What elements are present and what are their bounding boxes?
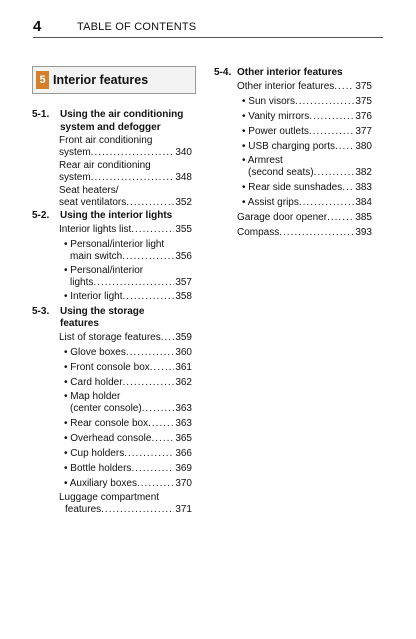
toc-entry[interactable] (248, 166, 372, 179)
toc-page-number: 348 (175, 172, 192, 183)
toc-entry[interactable] (70, 402, 192, 415)
leader-dots (91, 171, 175, 184)
toc-entry-title: List of storage features (59, 332, 161, 343)
leader-dots (342, 181, 354, 194)
toc-entry-title: • Front console box (64, 362, 150, 373)
leader-dots (161, 331, 175, 344)
subsection-title: Other interior features (237, 67, 343, 78)
toc-entry[interactable] (59, 171, 192, 184)
toc-entry[interactable] (242, 140, 372, 153)
leader-dots (309, 125, 354, 138)
leader-dots (334, 80, 354, 93)
leader-dots (123, 290, 175, 303)
subsection-number: 5-2. (32, 210, 50, 221)
toc-entry-title: system (59, 172, 91, 183)
toc-entry-title: Garage door opener (237, 212, 328, 223)
toc-entry-title: • Rear side sunshades (242, 182, 343, 193)
toc-entry-title: • Sun visors (242, 96, 295, 107)
leader-dots (126, 196, 174, 209)
page-number: 4 (33, 18, 42, 35)
toc-entry-title: main switch (70, 251, 123, 262)
leader-dots (137, 477, 174, 490)
toc-page-number: 382 (355, 167, 372, 178)
subsection-number: 5-4. (214, 67, 232, 78)
leader-dots (335, 140, 354, 153)
subsection-5-4-heading[interactable] (214, 66, 343, 79)
toc-page-number: 355 (175, 224, 192, 235)
toc-page-number: 369 (175, 463, 192, 474)
toc-entry-title: • Bottle holders (64, 463, 132, 474)
leader-dots (151, 432, 174, 445)
leader-dots (131, 462, 174, 475)
toc-page-number: 370 (175, 478, 192, 489)
subsection-title: Using the interior lights (60, 210, 173, 221)
toc-page-number: 352 (175, 197, 192, 208)
toc-page-number: 359 (175, 332, 192, 343)
toc-entry-title: • Auxiliary boxes (64, 478, 137, 489)
leader-dots (131, 223, 174, 236)
leader-dots (101, 503, 174, 516)
leader-dots (126, 346, 174, 359)
toc-page-number: 340 (175, 147, 192, 158)
leader-dots (295, 95, 354, 108)
toc-entry-label: • Personal/interior light (64, 239, 165, 250)
toc-entry[interactable] (64, 376, 192, 389)
leader-dots (148, 417, 174, 430)
toc-page-number: 393 (355, 227, 372, 238)
toc-entry[interactable] (242, 110, 372, 123)
leader-dots (279, 226, 354, 239)
toc-page-number: 376 (355, 111, 372, 122)
toc-entry-title: • USB charging ports (242, 141, 335, 152)
toc-entry-title: • Vanity mirrors (242, 111, 310, 122)
leader-dots (309, 110, 354, 123)
toc-page-number: 361 (175, 362, 192, 373)
leader-dots (91, 146, 175, 159)
toc-entry[interactable] (237, 211, 372, 224)
leader-dots (142, 402, 175, 415)
toc-page-number: 377 (355, 126, 372, 137)
leader-dots (150, 361, 175, 374)
toc-entry-title: Interior lights list (59, 224, 132, 235)
toc-entry-label: Luggage compartment (59, 492, 160, 503)
toc-page-number: 363 (175, 403, 192, 414)
subsection-title: Using the storage (60, 306, 145, 317)
toc-entry[interactable] (64, 462, 192, 475)
leader-dots (123, 376, 175, 389)
toc-entry-title: (center console) (70, 403, 142, 414)
header-title: TABLE OF CONTENTS (77, 21, 197, 33)
toc-entry[interactable] (64, 447, 192, 460)
toc-entry-label: Seat heaters/ (59, 185, 119, 196)
toc-entry-title: • Assist grips (242, 197, 299, 208)
leader-dots (314, 166, 355, 179)
toc-page-number: 384 (355, 197, 372, 208)
toc-entry-title: system (59, 147, 91, 158)
toc-entry-title: features (65, 504, 102, 515)
toc-entry-title: (second seats) (248, 167, 314, 178)
subsection-5-2-heading[interactable] (32, 209, 173, 222)
toc-entry[interactable] (65, 503, 192, 516)
toc-page-number: 357 (175, 277, 192, 288)
toc-page-number: 385 (355, 212, 372, 223)
toc-entry-label: • Personal/interior (64, 265, 144, 276)
toc-page-number: 383 (355, 182, 372, 193)
toc-entry-label: • Map holder (64, 391, 121, 402)
toc-entry[interactable] (70, 250, 192, 263)
toc-entry[interactable] (242, 181, 372, 194)
page-header (33, 19, 383, 38)
toc-entry[interactable] (242, 125, 372, 138)
subsection-number: 5-1. (32, 109, 50, 120)
toc-entry[interactable] (59, 331, 192, 344)
toc-entry[interactable] (64, 346, 192, 359)
toc-page-number: 375 (355, 81, 372, 92)
subsection-title-cont: system and defogger (60, 122, 161, 133)
toc-entry[interactable] (64, 361, 192, 374)
toc-entry[interactable] (242, 95, 372, 108)
toc-entry[interactable] (237, 226, 372, 239)
toc-page-number: 375 (355, 96, 372, 107)
leader-dots (327, 211, 354, 224)
toc-page-number: 363 (175, 418, 192, 429)
toc-page-number: 362 (175, 377, 192, 388)
leader-dots (122, 250, 174, 263)
toc-entry-title: • Cup holders (64, 448, 125, 459)
toc-entry-label: • Armrest (242, 155, 283, 166)
toc-entry-title: • Rear console box (64, 418, 149, 429)
toc-entry[interactable] (70, 276, 192, 289)
subsection-title-cont: features (60, 318, 99, 329)
section-heading (32, 66, 196, 94)
toc-entry[interactable] (237, 80, 372, 93)
section-number-badge: 5 (36, 71, 49, 89)
toc-entry-title: • Power outlets (242, 126, 309, 137)
toc-entry[interactable] (59, 223, 192, 236)
toc-entry-title: seat ventilators (59, 197, 127, 208)
toc-entry-title: Compass (237, 227, 280, 238)
subsection-title: Using the air conditioning (60, 109, 184, 120)
toc-entry[interactable] (242, 196, 372, 209)
toc-entry-title: Other interior features (237, 81, 335, 92)
toc-entry-label: Front air conditioning (59, 135, 153, 146)
toc-entry-title: • Card holder (64, 377, 123, 388)
leader-dots (93, 276, 174, 289)
toc-entry[interactable] (64, 477, 192, 490)
toc-page-number: 365 (175, 433, 192, 444)
subsection-5-1-heading[interactable] (32, 108, 184, 121)
toc-page-number: 380 (355, 141, 372, 152)
subsection-number: 5-3. (32, 306, 50, 317)
toc-page-number: 360 (175, 347, 192, 358)
toc-page-number: 356 (175, 251, 192, 262)
toc-page-number: 366 (175, 448, 192, 459)
subsection-5-3-heading[interactable] (32, 305, 145, 318)
toc-entry-label: Rear air conditioning (59, 160, 151, 171)
toc-entry-title: lights (70, 277, 94, 288)
leader-dots (299, 196, 354, 209)
toc-entry[interactable] (59, 196, 192, 209)
leader-dots (124, 447, 174, 460)
toc-entry[interactable] (59, 146, 192, 159)
toc-entry-title: • Interior light (64, 291, 123, 302)
section-title: Interior features (53, 73, 149, 87)
toc-entry-title: • Overhead console (64, 433, 152, 444)
toc-page-number: 371 (175, 504, 192, 515)
toc-entry[interactable] (64, 290, 192, 303)
toc-entry[interactable] (64, 417, 192, 430)
toc-entry[interactable] (64, 432, 192, 445)
toc-entry-title: • Glove boxes (64, 347, 126, 358)
toc-page-number: 358 (175, 291, 192, 302)
